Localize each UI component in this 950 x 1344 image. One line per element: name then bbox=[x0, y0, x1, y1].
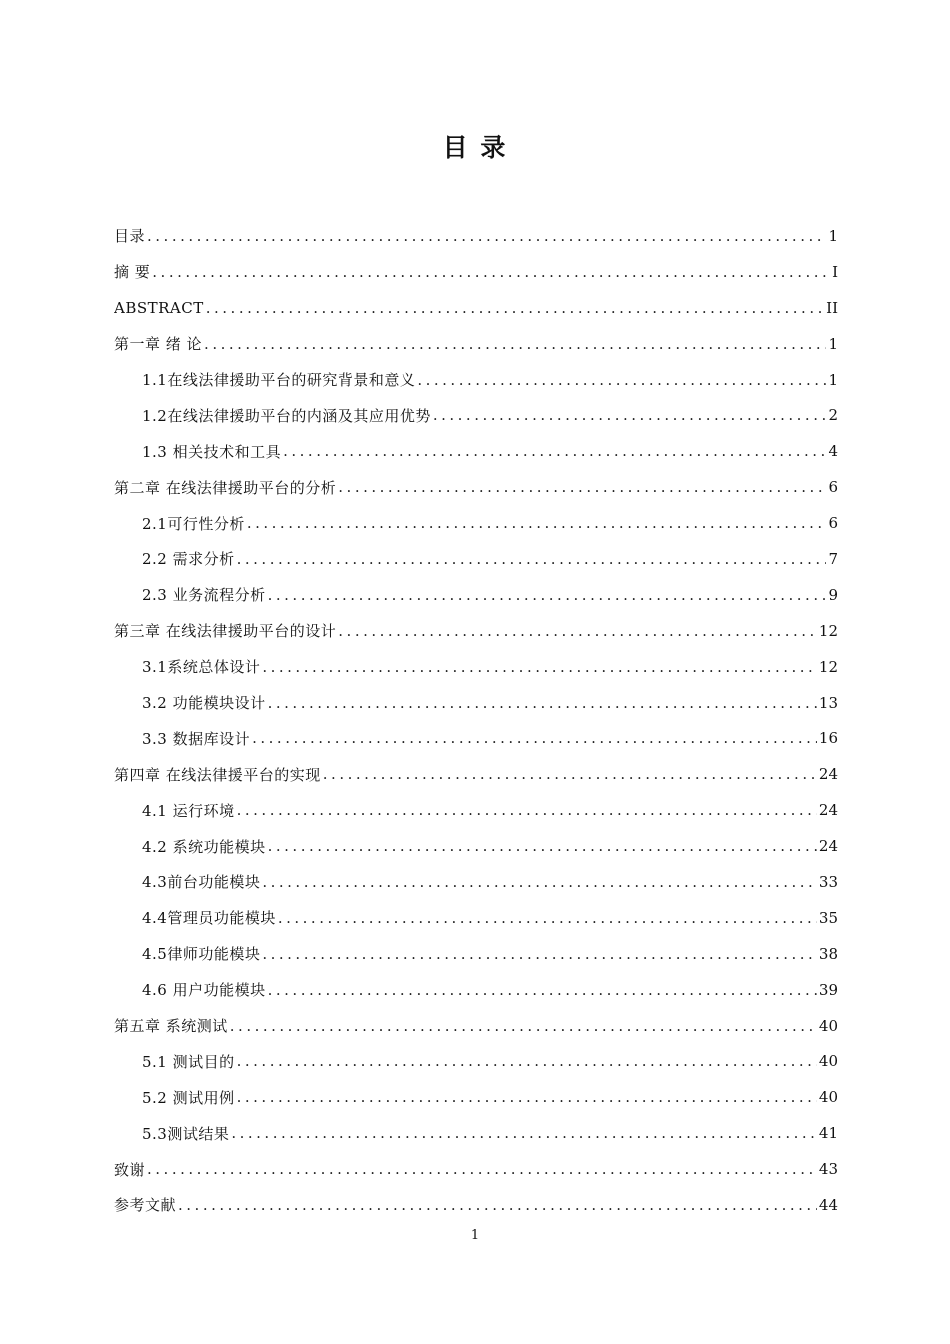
toc-leader-dots bbox=[206, 299, 824, 317]
toc-entry-label: 摘 要 bbox=[114, 263, 151, 282]
toc-leader-dots bbox=[323, 765, 817, 783]
toc-entry-page: 40 bbox=[818, 1088, 838, 1107]
toc-entry[interactable] bbox=[114, 649, 838, 685]
toc-entry-label: 2.1可行性分析 bbox=[142, 514, 245, 533]
toc-entry-label: 1.2在线法律援助平台的内涵及其应用优势 bbox=[142, 406, 431, 425]
toc-entry[interactable] bbox=[114, 1187, 838, 1223]
toc-entry-label: 目录 bbox=[114, 227, 146, 246]
toc-entry-page: 44 bbox=[818, 1195, 838, 1214]
toc-entry[interactable] bbox=[114, 685, 838, 721]
toc-entry[interactable] bbox=[114, 828, 838, 864]
toc-leader-dots bbox=[237, 801, 817, 819]
toc-entry-page: 6 bbox=[828, 514, 838, 533]
toc-entry-page: 39 bbox=[818, 980, 838, 999]
toc-entry-page: 1 bbox=[828, 226, 838, 245]
toc-entry-label: 2.2 需求分析 bbox=[142, 550, 235, 569]
toc-entry-page: 1 bbox=[828, 370, 838, 389]
toc-leader-dots bbox=[147, 227, 826, 245]
toc-leader-dots bbox=[237, 1052, 817, 1070]
toc-leader-dots bbox=[268, 837, 817, 855]
toc-entry[interactable] bbox=[114, 613, 838, 649]
toc-leader-dots bbox=[204, 335, 826, 353]
toc-entry-label: 1.3 相关技术和工具 bbox=[142, 442, 282, 461]
toc-entry-label: 5.2 测试用例 bbox=[142, 1088, 235, 1107]
toc-entry-label: 第三章 在线法律援助平台的设计 bbox=[114, 622, 337, 641]
toc-entry-label: 4.6 用户功能模块 bbox=[142, 981, 266, 1000]
toc-entry-page: 7 bbox=[828, 549, 838, 568]
toc-entry[interactable] bbox=[114, 577, 838, 613]
toc-entry-page: 24 bbox=[818, 837, 838, 856]
toc-leader-dots bbox=[152, 263, 830, 281]
toc-entry-page: 4 bbox=[828, 442, 838, 461]
toc-entry-label: 4.5律师功能模块 bbox=[142, 945, 261, 964]
toc-entry-page: 6 bbox=[828, 478, 838, 497]
toc-leader-dots bbox=[417, 371, 826, 389]
toc-entry-label: 3.3 数据库设计 bbox=[142, 729, 251, 748]
toc-entry-label: 致谢 bbox=[114, 1160, 146, 1179]
toc-entry-label: 1.1在线法律援助平台的研究背景和意义 bbox=[142, 371, 416, 389]
toc-entry-page: 24 bbox=[818, 801, 838, 820]
toc-entry-page: 2 bbox=[828, 406, 838, 425]
toc-entry[interactable] bbox=[114, 1043, 838, 1079]
toc-entry[interactable] bbox=[114, 864, 838, 900]
toc-entry[interactable] bbox=[114, 900, 838, 936]
toc-leader-dots bbox=[268, 981, 817, 999]
toc-entry[interactable] bbox=[114, 505, 838, 541]
toc-entry-page: I bbox=[832, 262, 838, 281]
toc-entry[interactable] bbox=[114, 1079, 838, 1115]
toc-entry[interactable] bbox=[114, 469, 838, 505]
toc-entry-page: 24 bbox=[818, 765, 838, 784]
toc-leader-dots bbox=[338, 622, 817, 640]
toc-entry[interactable] bbox=[114, 1151, 838, 1187]
toc-leader-dots bbox=[262, 658, 817, 676]
toc-entry[interactable] bbox=[114, 326, 838, 362]
toc-entry[interactable] bbox=[114, 362, 838, 398]
toc-entry-label: 3.1系统总体设计 bbox=[142, 658, 261, 677]
toc-leader-dots bbox=[262, 873, 817, 891]
toc-entry-label: 4.3前台功能模块 bbox=[142, 873, 261, 892]
toc-entry-page: 40 bbox=[818, 1016, 838, 1035]
toc-leader-dots bbox=[230, 1017, 817, 1035]
toc-entry-label: 4.4管理员功能模块 bbox=[142, 909, 276, 928]
toc-entry-page: 40 bbox=[818, 1052, 838, 1071]
toc-entry-page: II bbox=[826, 298, 838, 317]
toc-entry-label: 4.1 运行环境 bbox=[142, 801, 235, 820]
toc-leader-dots bbox=[147, 1160, 817, 1178]
toc-entry[interactable] bbox=[114, 218, 838, 254]
toc-entry-page: 16 bbox=[818, 729, 838, 748]
page-number: 1 bbox=[470, 1228, 480, 1243]
toc-entry-page: 41 bbox=[818, 1124, 838, 1143]
toc-entry-label: 参考文献 bbox=[114, 1196, 177, 1215]
toc-leader-dots bbox=[178, 1196, 817, 1214]
toc-leader-dots bbox=[278, 909, 817, 927]
toc-leader-dots bbox=[237, 550, 827, 568]
toc-entry-label: 第五章 系统测试 bbox=[114, 1017, 228, 1036]
toc-leader-dots bbox=[433, 406, 827, 424]
toc-entry-page: 12 bbox=[818, 621, 838, 640]
toc-entry[interactable] bbox=[114, 1008, 838, 1044]
toc-leader-dots bbox=[252, 729, 817, 747]
toc-leader-dots bbox=[283, 442, 826, 460]
toc-entry[interactable] bbox=[114, 792, 838, 828]
toc-entry-label: 第一章 绪 论 bbox=[114, 335, 203, 354]
page-title: 目 录 bbox=[442, 133, 508, 162]
toc-entry[interactable] bbox=[114, 397, 838, 433]
toc-entry[interactable] bbox=[114, 541, 838, 577]
toc-entry-label: 5.1 测试目的 bbox=[142, 1052, 235, 1071]
toc-entry-label: 3.2 功能模块设计 bbox=[142, 694, 266, 713]
toc-entry[interactable] bbox=[114, 972, 838, 1008]
toc-entry-page: 38 bbox=[818, 944, 838, 963]
toc-entry-page: 43 bbox=[818, 1160, 838, 1179]
toc-entry[interactable] bbox=[114, 433, 838, 469]
toc-entry[interactable] bbox=[114, 756, 838, 792]
toc-entry-label: 第四章 在线法律援平台的实现 bbox=[114, 765, 321, 784]
toc-leader-dots bbox=[247, 514, 827, 532]
toc-entry-page: 33 bbox=[818, 872, 838, 891]
toc-leader-dots bbox=[268, 694, 817, 712]
toc-entry-label: ABSTRACT bbox=[114, 298, 204, 317]
toc-entry-label: 5.3测试结果 bbox=[142, 1124, 230, 1143]
toc-leader-dots bbox=[237, 1088, 817, 1106]
toc-entry[interactable] bbox=[114, 720, 838, 756]
toc-leader-dots bbox=[231, 1124, 817, 1142]
toc-entry[interactable] bbox=[114, 290, 838, 326]
toc-entry-label: 2.3 业务流程分析 bbox=[142, 586, 266, 605]
toc-entry[interactable] bbox=[114, 936, 838, 972]
toc-entry-label: 4.2 系统功能模块 bbox=[142, 837, 266, 856]
toc-leader-dots bbox=[338, 478, 826, 496]
toc-entry-page: 12 bbox=[818, 657, 838, 676]
toc-entry[interactable] bbox=[114, 254, 838, 290]
toc-entry-label: 第二章 在线法律援助平台的分析 bbox=[114, 478, 337, 497]
toc-entry[interactable] bbox=[114, 1115, 838, 1151]
toc-entry-page: 1 bbox=[828, 334, 838, 353]
toc-leader-dots bbox=[268, 586, 827, 604]
toc-leader-dots bbox=[262, 945, 817, 963]
toc-entry-page: 35 bbox=[818, 908, 838, 927]
toc-entry-page: 9 bbox=[828, 585, 838, 604]
toc-entry-page: 13 bbox=[818, 693, 838, 712]
table-of-contents bbox=[114, 218, 838, 1223]
